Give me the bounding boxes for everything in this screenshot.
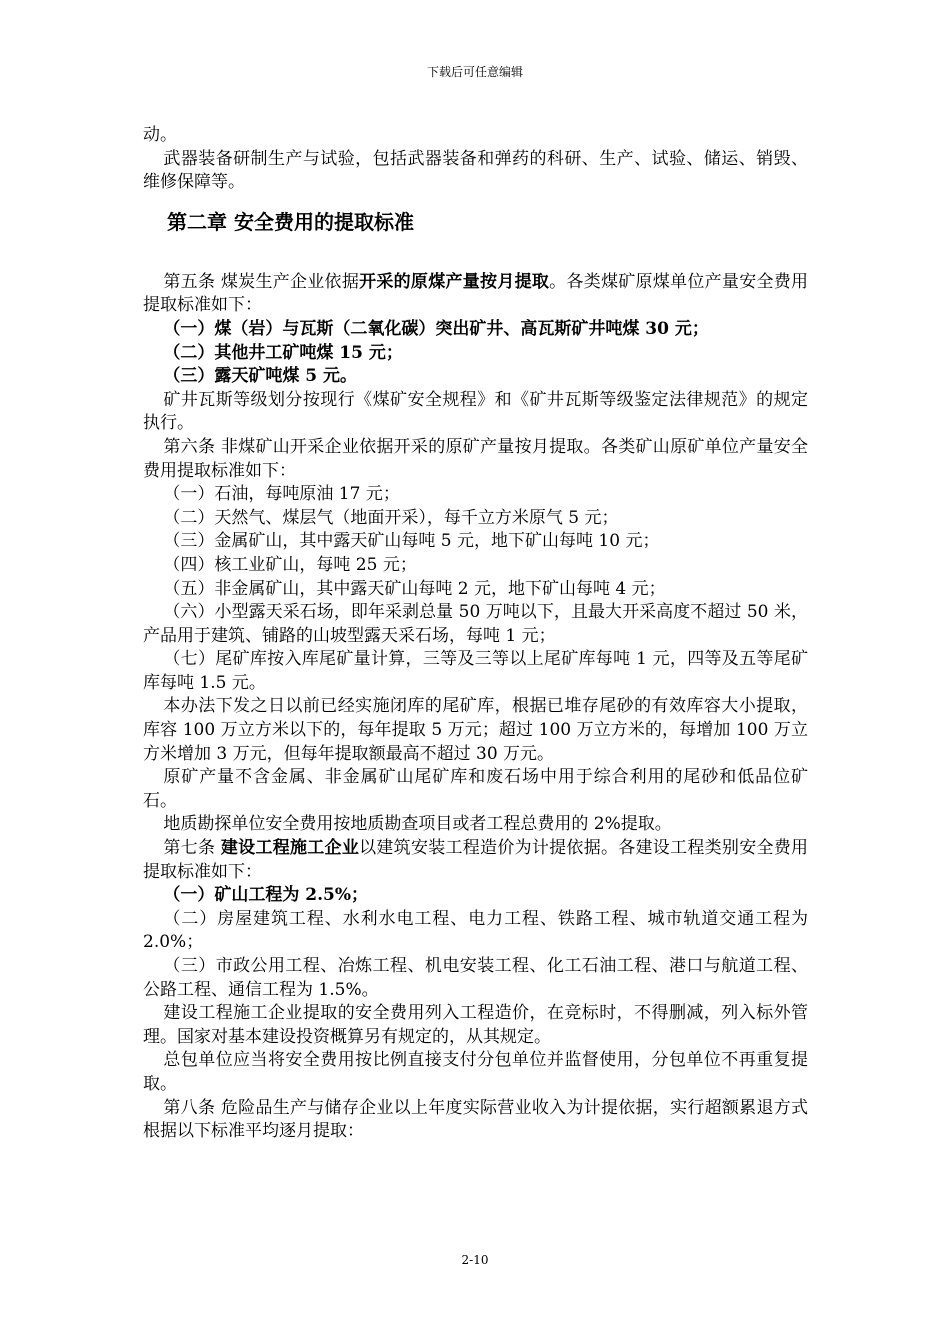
article-5-lead: 第五条 煤炭生产企业依据 (163, 271, 360, 292)
list-item (143, 318, 808, 342)
chapter-title: 第二章 安全费用的提取标准 (167, 209, 414, 234)
list-item: （五）非金属矿山，其中露天矿山每吨 2 元，地下矿山每吨 4 元； (163, 578, 666, 599)
list-item (143, 342, 808, 366)
document-body (143, 124, 808, 1144)
paragraph: 武器装备研制生产与试验，包括武器装备和弹药的科研、生产、试验、储运、销毁、维修保障等。 (143, 148, 808, 193)
list-item: （三）市政公用工程、冶炼工程、机电安装工程、化工石油工程、港口与航道工程、公路工程、通信工程为 1.5%。 (143, 956, 808, 1000)
paragraph: 原矿产量不含金属、非金属矿山尾矿库和废石场中用于综合利用的尾砂和低品位矿石。 (143, 767, 808, 811)
paragraph: 地质勘探单位安全费用按地质勘查项目或者工程总费用的 2%提取。 (163, 814, 672, 835)
article-8: 第八条 危险品生产与储存企业以上年度实际营业收入为计提依据，实行超额累退方式根据以下标准平均逐月提取： (143, 1097, 808, 1142)
article-7-lead: 第七条 (163, 838, 221, 859)
list-item (143, 365, 808, 389)
article-7-rest: 以建筑安装工程造价为计提依据。各建设工程类别安全费用提取标准如下： (143, 838, 809, 882)
list-item: （四）核工业矿山，每吨 25 元； (163, 554, 417, 575)
paragraph: 矿井瓦斯等级划分按现行《煤矿安全规程》和《矿井瓦斯等级鉴定法律规范》的规定执行。 (143, 389, 808, 434)
article-5-emphasis: 开采的原煤产量按月提取 (359, 271, 550, 292)
list-item-text: （一）矿山工程为 2.5%； (163, 885, 369, 906)
article-7 (143, 837, 808, 884)
paragraph: 动。 (143, 125, 177, 145)
page-number: 2-10 (461, 1253, 489, 1267)
list-item: （六）小型露天采石场，即年采剥总量 50 万吨以下，且最大开采高度不超过 50 米，产品用于建筑、铺路的山坡型露天采石场，每吨 1 元； (143, 602, 808, 646)
spacer (143, 236, 808, 271)
list-item: （七）尾矿库按入库尾矿量计算，三等及三等以上尾矿库每吨 1 元，四等及五等尾矿库每吨 1.5 元。 (143, 649, 808, 693)
list-item-text: （二）其他井工矿吨煤 15 元； (163, 342, 403, 363)
list-item: （三）金属矿山，其中露天矿山每吨 5 元，地下矿山每吨 10 元； (163, 531, 660, 552)
article-5 (143, 271, 808, 318)
article-6: 第六条 非煤矿山开采企业依据开采的原矿产量按月提取。各类矿山原矿单位产量安全费用提取标准如下： (143, 436, 808, 481)
list-item (143, 884, 808, 908)
paragraph: 总包单位应当将安全费用按比例直接支付分包单位并监督使用，分包单位不再重复提取。 (143, 1050, 808, 1094)
article-7-emphasis: 建设工程施工企业 (220, 838, 360, 859)
paragraph: 建设工程施工企业提取的安全费用列入工程造价，在竞标时，不得删减，列入标外管理。国家对基本建设投资概算另有规定的，从其规定。 (143, 1003, 808, 1047)
list-item-text: （一）煤（岩）与瓦斯（二氧化碳）突出矿井、高瓦斯矿井吨煤 30 元； (163, 318, 709, 339)
list-item-text: （三）露天矿吨煤 5 元。 (163, 366, 358, 387)
paragraph: 本办法下发之日以前已经实施闭库的尾矿库，根据已堆存尾砂的有效库容大小提取，库容 100 万立方米以下的，每年提取 5 万元；超过 100 万立方米的，每增加 100 万立方米增加 3 万元，但每年提取额最高不超过 30 万元。 (143, 696, 808, 764)
page-header: 下载后可任意编辑 (426, 65, 523, 79)
article-5-rest: 。各类煤矿原煤单位产量安全费用提取标准如下： (143, 271, 809, 316)
list-item: （一）石油，每吨原油 17 元； (163, 484, 400, 505)
list-item: （二）天然气、煤层气（地面开采），每千立方米原气 5 元； (163, 507, 619, 528)
list-item: （二）房屋建筑工程、水利水电工程、电力工程、铁路工程、城市轨道交通工程为 2.0%； (143, 908, 808, 953)
